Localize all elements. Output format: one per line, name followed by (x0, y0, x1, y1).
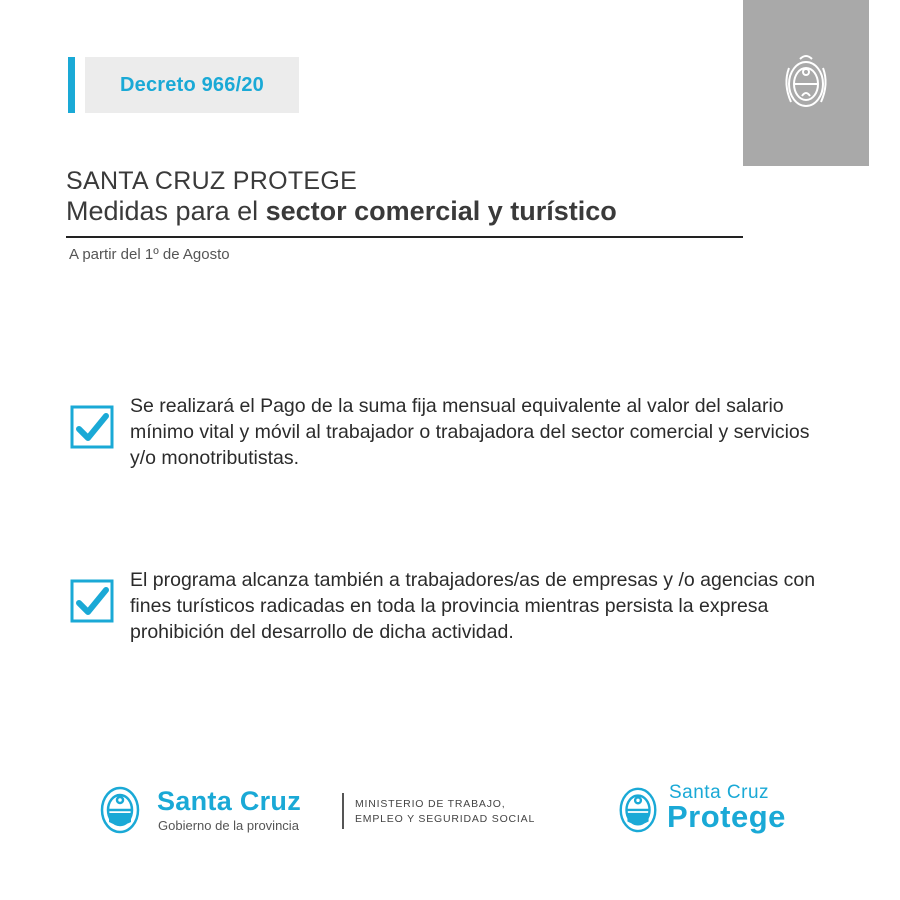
heading-normal: Medidas para el (66, 196, 266, 226)
seal-icon (780, 48, 832, 118)
protege-top: Santa Cruz (669, 782, 770, 803)
ministry-line1: MINISTERIO DE TRABAJO, (355, 798, 506, 810)
page-heading (66, 196, 617, 227)
brand-name: Santa Cruz (157, 786, 302, 816)
page-title: SANTA CRUZ PROTEGE (66, 167, 358, 195)
title-underline (66, 236, 743, 238)
protege-bottom: Protege (667, 799, 786, 834)
ministry-line2: EMPLEO Y SEGURIDAD SOCIAL (355, 813, 536, 825)
list-item: Se realizará el Pago de la suma fija mensual equivalente al valor del salario mínimo vital y móvil al trabajador o trabajadora del sector comercial y servicios y/o monotributistas. (130, 395, 810, 469)
seal-icon (95, 780, 145, 838)
decree-badge (85, 57, 299, 113)
corner-block (743, 0, 869, 166)
checkmark-icon (70, 579, 114, 623)
ministry-label (355, 797, 535, 827)
accent-bar (68, 57, 75, 113)
heading-bold: sector comercial y turístico (265, 196, 617, 226)
decree-badge-label: Decreto 966/20 (119, 73, 264, 96)
list-item: El programa alcanza también a trabajadores/as de empresas y /o agencias con fines turísticos radicadas en toda la provincia mientras persista la expresa prohibición del desarrollo de dicha actividad. (130, 569, 816, 643)
date-subtitle: A partir del 1º de Agosto (69, 246, 230, 263)
brand-subtitle: Gobierno de la provincia (158, 818, 299, 833)
checkmark-icon (70, 405, 114, 449)
footer-divider (342, 793, 344, 829)
seal-icon (614, 781, 662, 837)
